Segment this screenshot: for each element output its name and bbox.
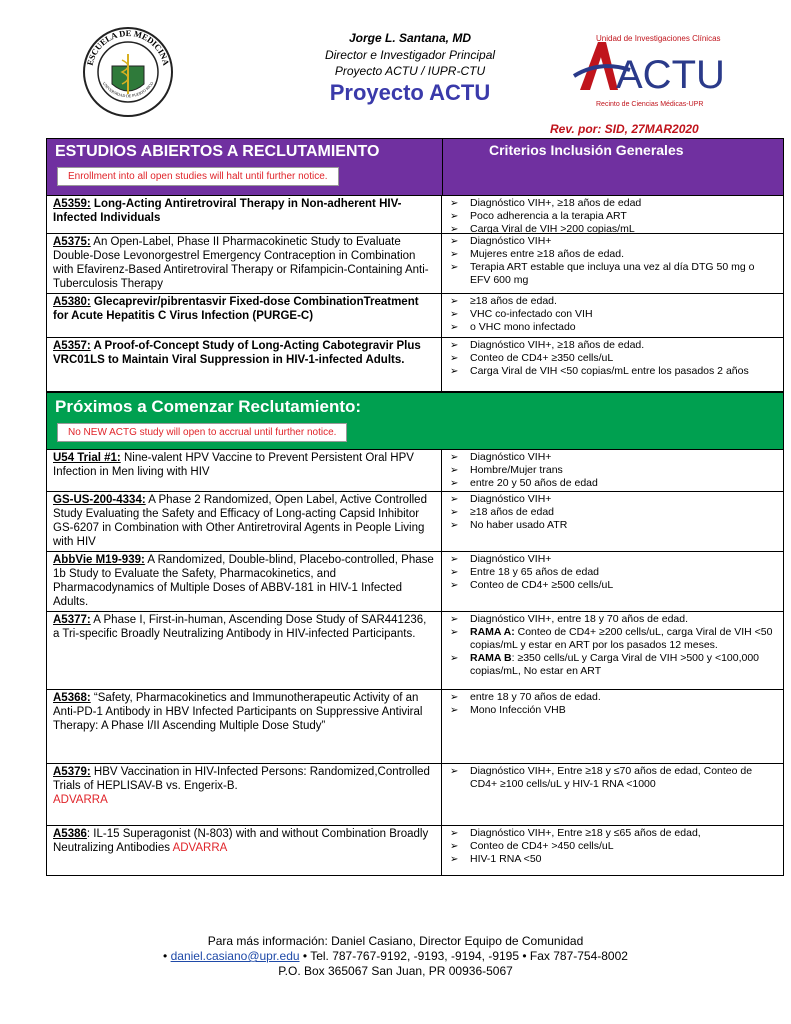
study-code: A5368:	[53, 692, 91, 704]
revision-note: Rev. por: SID, 27MAR2020	[550, 122, 699, 136]
study-row	[46, 294, 784, 338]
study-code: A5380:	[53, 296, 91, 308]
study-title: A Proof-of-Concept Study of Long-Acting Cabotegravir Plus VRC01LS to Maintain Viral Suppression in HIV-1-infected Adults.	[53, 340, 421, 366]
study-description	[47, 492, 442, 551]
criteria-item: ➢ HIV-1 RNA <50	[448, 853, 777, 866]
study-row	[46, 764, 784, 826]
study-sponsor: ADVARRA	[172, 842, 228, 854]
study-criteria	[442, 338, 783, 391]
study-criteria	[442, 690, 783, 763]
criteria-item: ➢ Diagnóstico VIH+, Entre ≥18 y ≤70 años de edad, Conteo de CD4+ ≥100 cells/uL y HIV-1 RNA <1000	[448, 765, 777, 791]
criteria-item: ➢ Diagnóstico VIH+, ≥18 años de edad.	[448, 339, 777, 352]
criteria-item: ➢ Conteo de CD4+ ≥500 cells/uL	[448, 579, 777, 592]
criteria-item: ➢ Carga Viral de VIH >200 copias/mL	[448, 223, 777, 236]
svg-text:UNIVERSIDAD DE PUERTO RICO: UNIVERSIDAD DE PUERTO RICO	[101, 80, 155, 99]
study-row	[46, 612, 784, 690]
studies-table	[46, 138, 784, 876]
study-title: Nine-valent HPV Vaccine to Prevent Persistent Oral HPV Infection in Men living with HIV	[53, 452, 414, 478]
bullet: •	[163, 949, 168, 963]
criteria-item: ➢ VHC co-infectado con VIH	[448, 308, 777, 321]
phone-fax: • Tel. 787-767-9192, -9193, -9194, -9195 • Fax 787-754-8002	[299, 949, 628, 963]
criteria-item: ➢ Terapia ART estable que incluya una vez al día DTG 50 mg o EFV 600 mg	[448, 261, 777, 287]
criteria-item-arm-a	[448, 626, 777, 652]
study-code: AbbVie M19-939:	[53, 554, 145, 566]
study-criteria	[442, 552, 783, 611]
study-row	[46, 450, 784, 492]
criteria-header: Criterios Inclusión Generales	[442, 139, 783, 195]
study-row	[46, 338, 784, 392]
study-criteria	[442, 826, 783, 875]
criteria-item: ➢ Diagnóstico VIH+	[448, 451, 777, 464]
study-criteria	[442, 196, 783, 233]
investigator-name: Jorge L. Santana, MD	[348, 31, 472, 45]
criteria-item: ➢ Conteo de CD4+ >450 cells/uL	[448, 840, 777, 853]
criteria-item: ➢ No haber usado ATR	[448, 519, 777, 532]
study-row	[46, 826, 784, 876]
open-studies-header	[46, 138, 784, 196]
svg-text:ACTU: ACTU	[616, 53, 725, 97]
study-criteria	[442, 492, 783, 551]
footer-info-line: Para más información: Daniel Casiano, Director Equipo de Comunidad	[207, 934, 584, 948]
arm-a-label: RAMA A:	[470, 626, 515, 638]
study-row	[46, 196, 784, 234]
criteria-item: ➢ Carga Viral de VIH <50 copias/mL entre los pasados 2 años	[448, 365, 777, 378]
study-title: Long-Acting Antiretroviral Therapy in Non-adherent HIV-Infected Individuals	[53, 198, 402, 224]
criteria-item-arm-b	[448, 652, 777, 678]
criteria-item: ➢ ≥18 años de edad	[448, 506, 777, 519]
study-description	[47, 294, 442, 337]
study-criteria	[442, 450, 783, 491]
study-title: HBV Vaccination in HIV-Infected Persons: Randomized,Controlled Trials of HEPLISAV-B vs. Engerix-B.	[53, 766, 430, 792]
arm-b-label: RAMA B	[470, 652, 512, 664]
study-title: A Randomized, Double-blind, Placebo-controlled, Phase 1b Study to Evaluate the Safety, Pharmacokinetics, and Pharmacodynamics of Multiple Doses of ABBV-181 in HIV-1 Infected Adults.	[53, 554, 434, 608]
study-code: A5357:	[53, 340, 91, 352]
study-sponsor: ADVARRA	[53, 794, 108, 806]
study-description	[47, 338, 442, 391]
study-description	[47, 612, 442, 689]
study-code: U54 Trial #1:	[53, 452, 121, 464]
study-description	[47, 196, 442, 233]
study-title: An Open-Label, Phase II Pharmacokinetic Study to Evaluate Double-Dose Levonorgestrel Emergency Contraception in Combination with Efavirenz-Based Antiretroviral Therapy or Rifampicin-Containing Anti-Tuberculosis Therapy	[53, 236, 429, 290]
study-title: Glecaprevir/pibrentasvir Fixed-dose CombinationTreatment for Acute Hepatitis C Virus Infection (PURGE-C)	[53, 296, 419, 322]
upcoming-studies-title: Próximos a Comenzar Reclutamiento:	[55, 397, 362, 416]
project-line: Proyecto ACTU / IUPR-CTU	[334, 64, 486, 78]
study-title: A Phase I, First-in-human, Ascending Dose Study of SAR441236, a Tri-specific Broadly Neutralizing Antibody in HIV-infected Participants.	[53, 614, 427, 640]
study-description	[47, 690, 442, 763]
study-criteria	[442, 612, 783, 689]
criteria-item: ➢ Poco adherencia a la terapia ART	[448, 210, 777, 223]
study-code: A5379:	[53, 766, 91, 778]
criteria-item: ➢ Entre 18 y 65 años de edad	[448, 566, 777, 579]
study-criteria	[442, 294, 783, 337]
criteria-item: ➢ Diagnóstico VIH+	[448, 493, 777, 506]
study-description	[47, 450, 442, 491]
study-title: “Safety, Pharmacokinetics and Immunotherapeutic Activity of an Anti-PD-1 Antibody in HBV Infected Participants on Suppressive Antiviral Therapy: A Phase I/II Ascending Multiple Dose Study”	[53, 692, 423, 732]
study-code: A5377:	[53, 614, 91, 626]
email-link[interactable]: daniel.casiano@upr.edu	[170, 949, 300, 963]
criteria-item: ➢ Conteo de CD4+ ≥350 cells/uL	[448, 352, 777, 365]
criteria-item: ➢ Mono Infección VHB	[448, 704, 777, 717]
study-title: A Phase 2 Randomized, Open Label, Active Controlled Study Evaluating the Safety and Efficacy of Long-acting Capsid Inhibitor GS-6207 in Combination with Other Antiretroviral Agents in People Living with HIV	[53, 494, 427, 548]
footer-address: P.O. Box 365067 San Juan, PR 00936-5067	[278, 964, 513, 978]
study-description	[47, 552, 442, 611]
study-criteria	[442, 234, 783, 293]
arm-b-text: : ≥350 cells/uL y Carga Viral de VIH >500 y <100,000 copias/mL, No estar en ART	[470, 652, 760, 677]
header-center	[250, 30, 570, 106]
criteria-item: ➢ entre 20 y 50 años de edad	[448, 477, 777, 490]
upcoming-studies-header	[46, 392, 784, 450]
criteria-item: ➢ entre 18 y 70 años de edad.	[448, 691, 777, 704]
svg-text:Recinto de Ciencias Médicas-UP: Recinto de Ciencias Médicas-UPR	[596, 101, 704, 108]
footer-contact-line	[0, 949, 791, 964]
study-code: A5359:	[53, 198, 91, 210]
criteria-item: ➢ ≥18 años de edad.	[448, 295, 777, 308]
study-description	[47, 826, 442, 875]
study-description	[47, 764, 442, 825]
arm-a-text: Conteo de CD4+ ≥200 cells/uL, carga Viral de VIH <50 copias/mL y estar en ART por los pasados 12 meses.	[470, 626, 773, 651]
upcoming-studies-notice: No NEW ACTG study will open to accrual until further notice.	[57, 423, 347, 442]
study-criteria	[442, 764, 783, 825]
study-row	[46, 234, 784, 294]
study-description	[47, 234, 442, 293]
study-row	[46, 492, 784, 552]
actu-logo	[560, 20, 750, 120]
investigator-role: Director e Investigador Principal	[324, 48, 496, 62]
footer-contact	[0, 934, 791, 979]
criteria-item: ➢ Diagnóstico VIH+, Entre ≥18 y ≤65 años de edad,	[448, 827, 777, 840]
school-seal-logo	[78, 20, 178, 120]
study-code: GS-US-200-4334:	[53, 494, 146, 506]
criteria-item: ➢ Diagnóstico VIH+, ≥18 años de edad	[448, 197, 777, 210]
study-code: A5375:	[53, 236, 91, 248]
project-title: Proyecto ACTU	[329, 80, 491, 105]
criteria-item: ➢ Diagnóstico VIH+	[448, 235, 777, 248]
svg-text:Unidad de Investigaciones Clín: Unidad de Investigaciones Clínicas	[596, 34, 721, 43]
study-code: A5386	[53, 828, 87, 840]
study-title: : IL-15 Superagonist (N-803) with and without Combination Broadly Neutralizing Antibodies	[53, 828, 429, 854]
open-studies-notice: Enrollment into all open studies will halt until further notice.	[57, 167, 339, 186]
study-row	[46, 552, 784, 612]
criteria-item: ➢ Hombre/Mujer trans	[448, 464, 777, 477]
criteria-item: ➢ Diagnóstico VIH+	[448, 553, 777, 566]
svg-text:ESCUELA DE MEDICINA: ESCUELA DE MEDICINA	[84, 27, 172, 67]
criteria-item: ➢ Diagnóstico VIH+, entre 18 y 70 años de edad.	[448, 613, 777, 626]
criteria-item: ➢ o VHC mono infectado	[448, 321, 777, 334]
criteria-item: ➢ Mujeres entre ≥18 años de edad.	[448, 248, 777, 261]
study-row	[46, 690, 784, 764]
open-studies-title: ESTUDIOS ABIERTOS A RECLUTAMIENTO	[55, 143, 380, 160]
